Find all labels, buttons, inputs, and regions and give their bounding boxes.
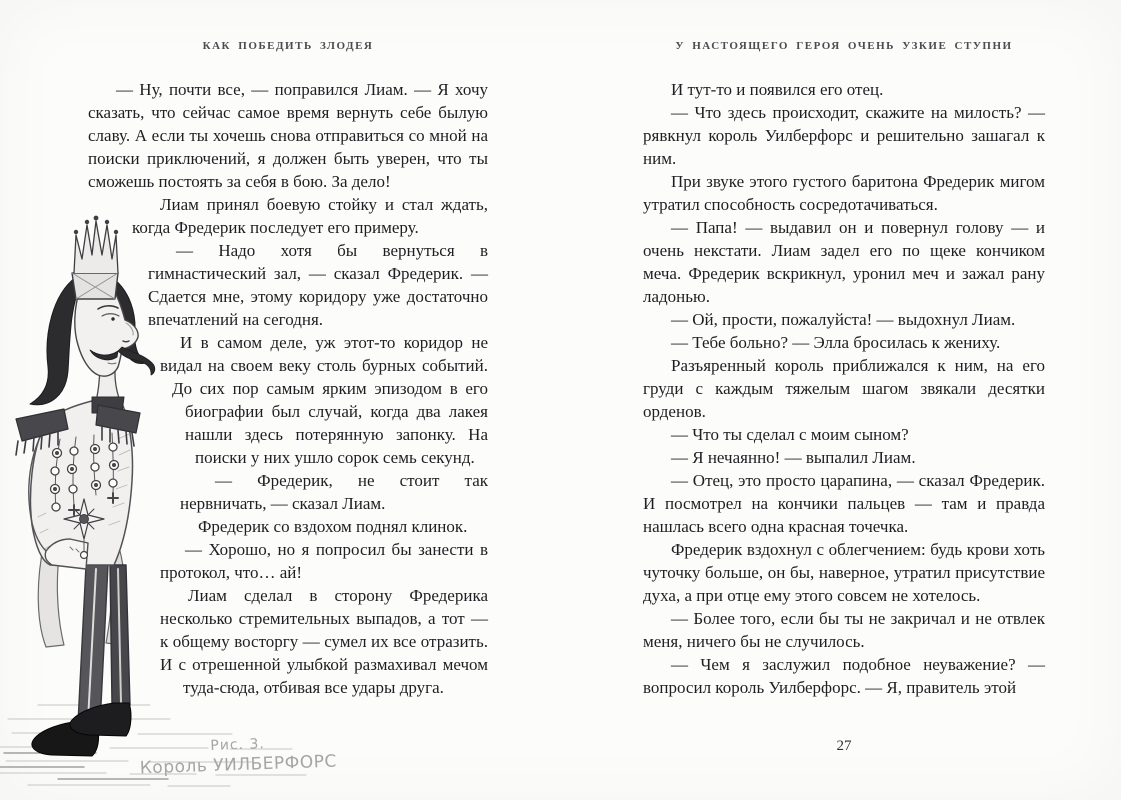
text-wrap-spacer: [88, 423, 185, 446]
paragraph: И в самом деле, уж этот-то коридор не видал на своем веку столь бурных событий. До сих пор самым ярким эпизодом в его биографии был случай, когда два лакея нашли здесь потерянную запонку. На поиски у них ушло сорок семь секунд.: [160, 333, 488, 467]
paragraph: — Более того, если бы ты не закричал и не отвлек меня, ничего бы не случилось.: [643, 609, 1045, 651]
paragraph: — Отец, это просто царапина, — сказал Фредерик. И посмотрел на кончики пальцев — там и правда нашлась всего одна красная точечка.: [643, 471, 1045, 536]
paragraph: И тут-то и появился его отец.: [671, 80, 884, 99]
paragraph: Фредерик вздохнул с облегчением: будь крови хоть чуточку больше, он бы, наверное, утратил присутствие духа, а при отце ему этого совсем не хотелось.: [643, 540, 1045, 605]
page-number: 27: [836, 738, 852, 754]
text-wrap-spacer: [88, 239, 130, 308]
paragraph: — Папа! — выдавил он и повернул голову — и очень некстати. Лиам задел его по щеке кончиком меча. Фредерик вскрикнул, уронил меч и зажал рану ладонью.: [643, 218, 1045, 306]
paragraph: Лиам сделал в сторону Фредерика несколько стремительных выпадов, а тот — к общему восторгу — сумел их все отразить. И с отрешенной улыбкой размахивал мечом туда-сюда, отбивая все удары друга.: [160, 586, 488, 697]
text-wrap-spacer: [88, 377, 172, 400]
figure-caption-title: Король УИЛБЕРФОРС: [139, 751, 338, 779]
text-wrap-spacer: [88, 607, 135, 630]
paragraph: Разъяренный король приближался к ним, на его груди с каждым тяжелым шагом звякали десятки орденов.: [643, 356, 1045, 421]
text-wrap-spacer: [88, 354, 160, 377]
left-page-text: [88, 78, 488, 699]
figure-caption-number: Рис. 3.: [210, 736, 266, 754]
text-wrap-spacer: [88, 446, 195, 469]
text-wrap-spacer: [88, 676, 183, 699]
paragraph: — Ну, почти все, — поправился Лиам. — Я хочу сказать, что сейчас самое время вернуть себе былую славу. А если ты хочешь снова отправиться со мной на поиски приключений, я должен быть уверен, что ты сможешь постоять за себя в бою. За дело!: [88, 80, 488, 191]
text-wrap-spacer: [88, 538, 157, 561]
text-wrap-spacer: [88, 584, 130, 607]
right-page: [643, 40, 1045, 754]
text-wrap-spacer: [88, 653, 160, 676]
text-wrap-spacer: [88, 515, 170, 538]
text-wrap-spacer: [88, 400, 165, 423]
running-head-left: КАК ПОБЕДИТЬ ЗЛОДЕЯ: [202, 40, 374, 52]
paragraph: — Что здесь происходит, скажите на милость? — рявкнул король Уилберфорс и решительно зашагал к ним.: [643, 103, 1045, 168]
paragraph: — Фредерик, не стоит так нервничать, — сказал Лиам.: [180, 471, 488, 513]
text-wrap-spacer: [88, 308, 148, 331]
paragraph: — Я нечаянно! — выпалил Лиам.: [671, 448, 916, 467]
paragraph: — Что ты сделал с моим сыном?: [671, 425, 909, 444]
text-wrap-spacer: [88, 561, 145, 584]
paragraph: — Чем я заслужил подобное неуважение? — вопросил король Уилберфорс. — Я, правитель этой: [643, 655, 1045, 697]
text-wrap-spacer: [88, 469, 187, 492]
figure-caption: [117, 733, 358, 779]
paragraph: Фредерик со вздохом поднял клинок.: [198, 517, 468, 536]
right-page-text: [643, 78, 1045, 699]
paragraph: — Надо хотя бы вернуться в гимнастический зал, — сказал Фредерик. — Сдается мне, этому коридору уже достаточно впечатлений на сегодня.: [148, 241, 488, 329]
text-wrap-spacer: [88, 193, 132, 239]
paragraph: — Хорошо, но я попросил бы занести в протокол, что… ай!: [160, 540, 488, 582]
running-head-right: У НАСТОЯЩЕГО ГЕРОЯ ОЧЕНЬ УЗКИЕ СТУПНИ: [675, 40, 1013, 52]
left-page: [88, 40, 488, 699]
paragraph: При звуке этого густого баритона Фредерик мигом утратил способность сосредотачиваться.: [643, 172, 1045, 214]
text-wrap-spacer: [88, 331, 152, 354]
text-wrap-spacer: [88, 630, 137, 653]
paragraph: — Тебе больно? — Элла бросилась к жениху.: [671, 333, 1001, 352]
paragraph: Лиам принял боевую стойку и стал ждать, когда Фредерик последует его примеру.: [132, 195, 488, 237]
paragraph: — Ой, прости, пожалуйста! — выдохнул Лиам.: [671, 310, 1016, 329]
text-wrap-spacer: [88, 492, 180, 515]
